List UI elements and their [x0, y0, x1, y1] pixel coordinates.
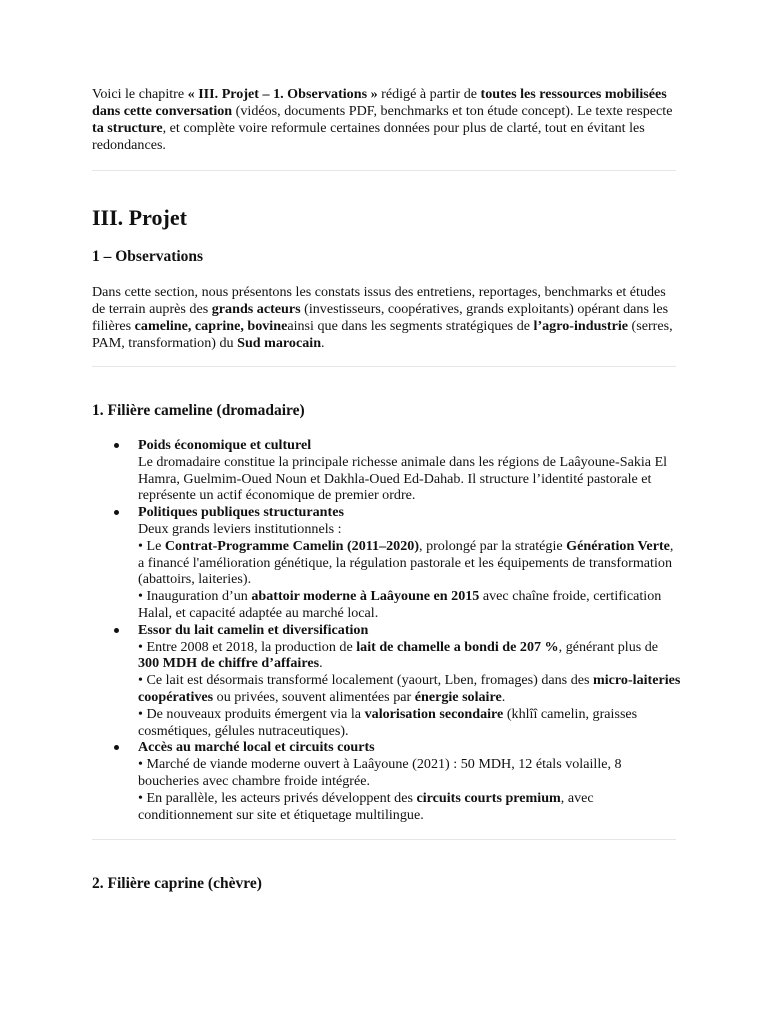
item-fragment: • De nouveaux produits émergent via la	[138, 705, 365, 722]
item-fragment: .	[319, 655, 323, 672]
para-text: .	[321, 335, 325, 351]
item-text	[138, 588, 682, 622]
item-title: Poids économique et culturel	[138, 437, 312, 453]
observations-paragraph	[92, 284, 682, 352]
item-fragment: • Ce lait est désormais transformé localement (yaourt, Lben, fromages) dans des	[138, 672, 594, 689]
list-item	[92, 437, 682, 504]
item-bold: valorisation secondaire	[364, 705, 504, 722]
item-fragment: .	[501, 688, 506, 705]
section-heading-cameline: 1. Filière cameline (dromadaire)	[92, 402, 305, 419]
para-text: ainsi que dans les segments stratégiques de	[287, 318, 534, 334]
item-fragment: • Le	[138, 537, 165, 554]
intro-bold: toutes les ressources mobilisées dans cette conversation	[92, 86, 667, 119]
para-text: (serres, PAM, transformation) du	[92, 318, 673, 351]
intro-text: (vidéos, documents PDF, benchmarks et ton étude concept). Le texte respecte	[232, 103, 673, 119]
intro-text: rédigé à partir de	[377, 86, 481, 102]
item-text	[138, 706, 682, 740]
bullet-icon	[114, 510, 119, 515]
item-title: Politiques publiques structurantes	[138, 504, 344, 521]
item-fragment: ou privées, souvent alimentées par	[213, 688, 415, 705]
page-title: III. Projet	[92, 205, 187, 230]
item-fragment: • Entre 2008 et 2018, la production de	[138, 638, 357, 655]
list-item	[92, 504, 682, 622]
bullet-icon	[114, 443, 119, 448]
item-bold: énergie solaire	[414, 688, 502, 705]
item-fragment: , avec conditionnement sur site et étiquetage multilingue.	[138, 789, 594, 823]
item-title: Essor du lait camelin et diversification	[138, 621, 369, 638]
para-bold: l’agro-industrie	[533, 318, 629, 334]
item-bold: Contrat-Programme Camelin (2011–2020)	[164, 537, 420, 554]
item-fragment: , générant plus de	[558, 638, 659, 655]
bullet-icon	[114, 745, 119, 750]
para-bold: grands acteurs	[211, 301, 301, 317]
item-text	[138, 639, 682, 673]
section-heading-observations: 1 – Observations	[92, 248, 204, 265]
item-text: Le dromadaire constitue la principale richesse animale dans les régions de Laâyoune-Sakia El Hamra, Guelmim-Oued Noun et Dakhla-Oued Ed-Dahab. Il structure l’identité pastorale et représente un actif économique de premier ordre.	[138, 453, 668, 504]
list-item	[92, 622, 682, 740]
item-text	[138, 672, 682, 706]
item-bold: circuits courts premium	[416, 789, 561, 806]
item-text	[138, 790, 682, 824]
intro-paragraph	[92, 86, 682, 154]
intro-text: Voici le chapitre	[92, 86, 188, 102]
item-fragment: , a financé l'amélioration génétique, la régulation pastorale et les équipements de transformation (abattoirs, laiteries).	[138, 537, 674, 588]
para-bold: Sud marocain	[237, 335, 322, 351]
item-bold: 300 MDH de chiffre d’affaires	[138, 655, 320, 672]
item-text: Deux grands leviers institutionnels :	[138, 520, 342, 537]
item-fragment: • En parallèle, les acteurs privés développent des	[138, 789, 417, 806]
item-fragment: avec chaîne froide, certification Halal, et capacité adaptée au marché local.	[138, 588, 662, 621]
item-title: Accès au marché local et circuits courts	[138, 739, 375, 756]
item-fragment: (khlîî camelin, graisses cosmétiques, gélules nutraceutiques).	[138, 705, 638, 739]
item-fragment: , prolongé par la stratégie	[419, 537, 567, 554]
divider	[92, 170, 676, 171]
para-text: (investisseurs, coopératives, grands exploitants) opérant dans les filières	[92, 301, 669, 334]
para-text: Dans cette section, nous présentons les constats issus des entretiens, reportages, benchmarks et études de terrain auprès des	[92, 284, 666, 317]
item-fragment: • Inauguration d’un	[138, 588, 252, 605]
item-bold: lait de chamelle a bondi de 207 %	[356, 638, 559, 655]
item-text: • Marché de viande moderne ouvert à Laâyoune (2021) : 50 MDH, 12 étals volaille, 8 boucheries avec chambre froide intégrée.	[138, 756, 622, 789]
intro-bold: « III. Projet – 1. Observations »	[187, 86, 378, 102]
para-bold: cameline, caprine, bovine	[134, 318, 288, 334]
cameline-list	[92, 437, 682, 823]
bullet-icon	[114, 628, 119, 633]
intro-text: , et complète voire reformule certaines données pour plus de clarté, tout en évitant les redondances.	[92, 120, 645, 153]
divider	[92, 366, 676, 367]
item-bold: Génération Verte	[566, 537, 670, 554]
list-item	[92, 739, 682, 823]
item-bold: micro-laiteries coopératives	[138, 672, 681, 705]
intro-bold: ta structure	[92, 120, 163, 136]
divider	[92, 839, 676, 840]
section-heading-caprine: 2. Filière caprine (chèvre)	[92, 875, 262, 892]
item-bold: abattoir moderne à Laâyoune en 2015	[251, 588, 480, 605]
item-text	[138, 538, 682, 588]
